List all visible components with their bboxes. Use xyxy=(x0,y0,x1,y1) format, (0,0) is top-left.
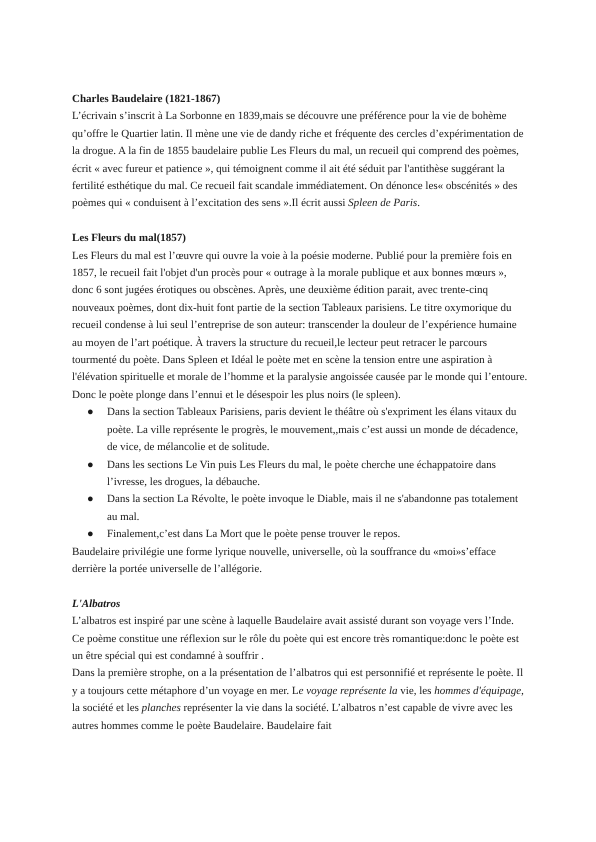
sections-list xyxy=(72,404,528,543)
paragraph-albatros-analysis xyxy=(72,665,528,735)
biography-text: L’écrivain s’inscrit à La Sorbonne en 1839,mais se découvre une préférence pour la vie de bohème qu’offre le Quartier latin. Il mène une vie de dandy riche et fréquente des cercles d’expérimentation de la drogue. A la fin de 1855 baudelaire publie Les Fleurs du mal, un recueil qui comprend des poèmes, écrit « avec fureur et patience », qui témoignent comme il ait été séduit par l'antithèse suggérant la fertilité esthétique du mal. Ce recueil fait scandale immédiatement. On dénonce les« obscénités » des poèmes qui « conduisent à l’excitation des sens ».Il écrit aussi xyxy=(72,110,524,210)
heading-albatros xyxy=(72,596,528,613)
title-spleen-de-paris: Spleen de Paris xyxy=(348,197,418,210)
list-item-text: Dans la section Tableaux Parisiens, paris devient le théâtre où s'expriment les élans vitaux du poète. La ville représente le progrès, le mouvement,,mais c’est aussi un monde de décadence, de vice, de mélancolie et de solitude. xyxy=(107,406,519,454)
paragraph-biography xyxy=(72,108,528,212)
heading-fleurs-du-mal: Les Fleurs du mal(1857) xyxy=(72,232,186,245)
heading-baudelaire: Charles Baudelaire (1821-1867) xyxy=(72,93,221,105)
analysis-text: , la société et les xyxy=(72,684,524,715)
italic-voyage: e voyage représente la xyxy=(298,684,398,697)
list-item xyxy=(72,457,528,492)
list-item-text: Dans les sections Le Vin puis Les Fleurs du mal, le poète cherche une échappatoire dans l’ivresse, les drogues, la débauche. xyxy=(107,458,496,488)
heading-albatros-text: L'Albatros xyxy=(72,597,121,610)
analysis-text: représenter la vie dans la société. L’albatros n’est capable de vivre avec les autres hommes comme le poète Baudelaire. Baudelaire fait xyxy=(72,702,513,732)
list-item-text: Finalement,c’est dans La Mort que le poète pense trouver le repos. xyxy=(107,528,401,541)
spacer xyxy=(72,578,528,595)
bullet-icon: ● xyxy=(87,458,94,471)
italic-hommes-equipage: hommes d'équipage xyxy=(434,684,522,697)
paragraph-albatros-intro: L’albatros est inspiré par une scène à laquelle Baudelaire avait assisté durant son voyage vers l’Inde. Ce poème constitue une réflexion sur le rôle du poète qui est encore très romantique:donc le poète est un être spécial qui est condamné à souffrir . xyxy=(72,615,519,662)
bullet-icon: ● xyxy=(87,528,94,541)
analysis-text: Dans la première strophe, on a la présentation de l’albatros qui est personnifié et représente le poète. Il y a toujours cette métaphore d’un voyage en mer. L xyxy=(72,667,524,697)
bullet-icon: ● xyxy=(87,493,94,506)
paragraph-closing: Baudelaire privilégie une forme lyrique nouvelle, universelle, où la souffrance du «moi»s’efface derrière la portée universelle de l’allégorie. xyxy=(72,545,496,575)
spacer xyxy=(72,213,528,230)
list-item xyxy=(72,491,528,526)
analysis-text: vie, les xyxy=(397,684,435,697)
paragraph-fleurs-du-mal: Les Fleurs du mal est l’œuvre qui ouvre la voie à la poésie moderne. Publié pour la première fois en 1857, le recueil fait l'objet d'un procès pour « outrage à la morale publique et aux bonnes mœurs », donc 6 sont jugées érotiques ou obscènes. Après, une deuxième édition parait, avec trente-cinq nouveaux poèmes, dont dix-huit font partie de la section Tableaux parisiens. Le titre oxymorique du recueil condense à lui seul l’entreprise de son auteur: transcender la douleur de l’expérience humaine au moyen de l’art poétique. À travers la structure du recueil,le lecteur peut retracer le parcours tourmenté du poète. Dans Spleen et Idéal le poète met en scène la tension entre une aspiration à l'élévation spirituelle et morale de l’homme et la paralysie angoissée causée par le monde qui l’entoure. Donc le poète plonge dans l’ennui et le désespoir les plus noirs (le spleen). xyxy=(72,249,528,401)
document-page xyxy=(72,91,528,735)
list-item xyxy=(72,526,528,543)
italic-planches: planches xyxy=(141,702,181,715)
bullet-icon: ● xyxy=(87,406,94,419)
list-item-text: Dans la section La Révolte, le poète invoque le Diable, mais il ne s'abandonne pas totalement au mal. xyxy=(107,493,518,523)
biography-end: . xyxy=(417,197,420,210)
list-item xyxy=(72,404,528,456)
